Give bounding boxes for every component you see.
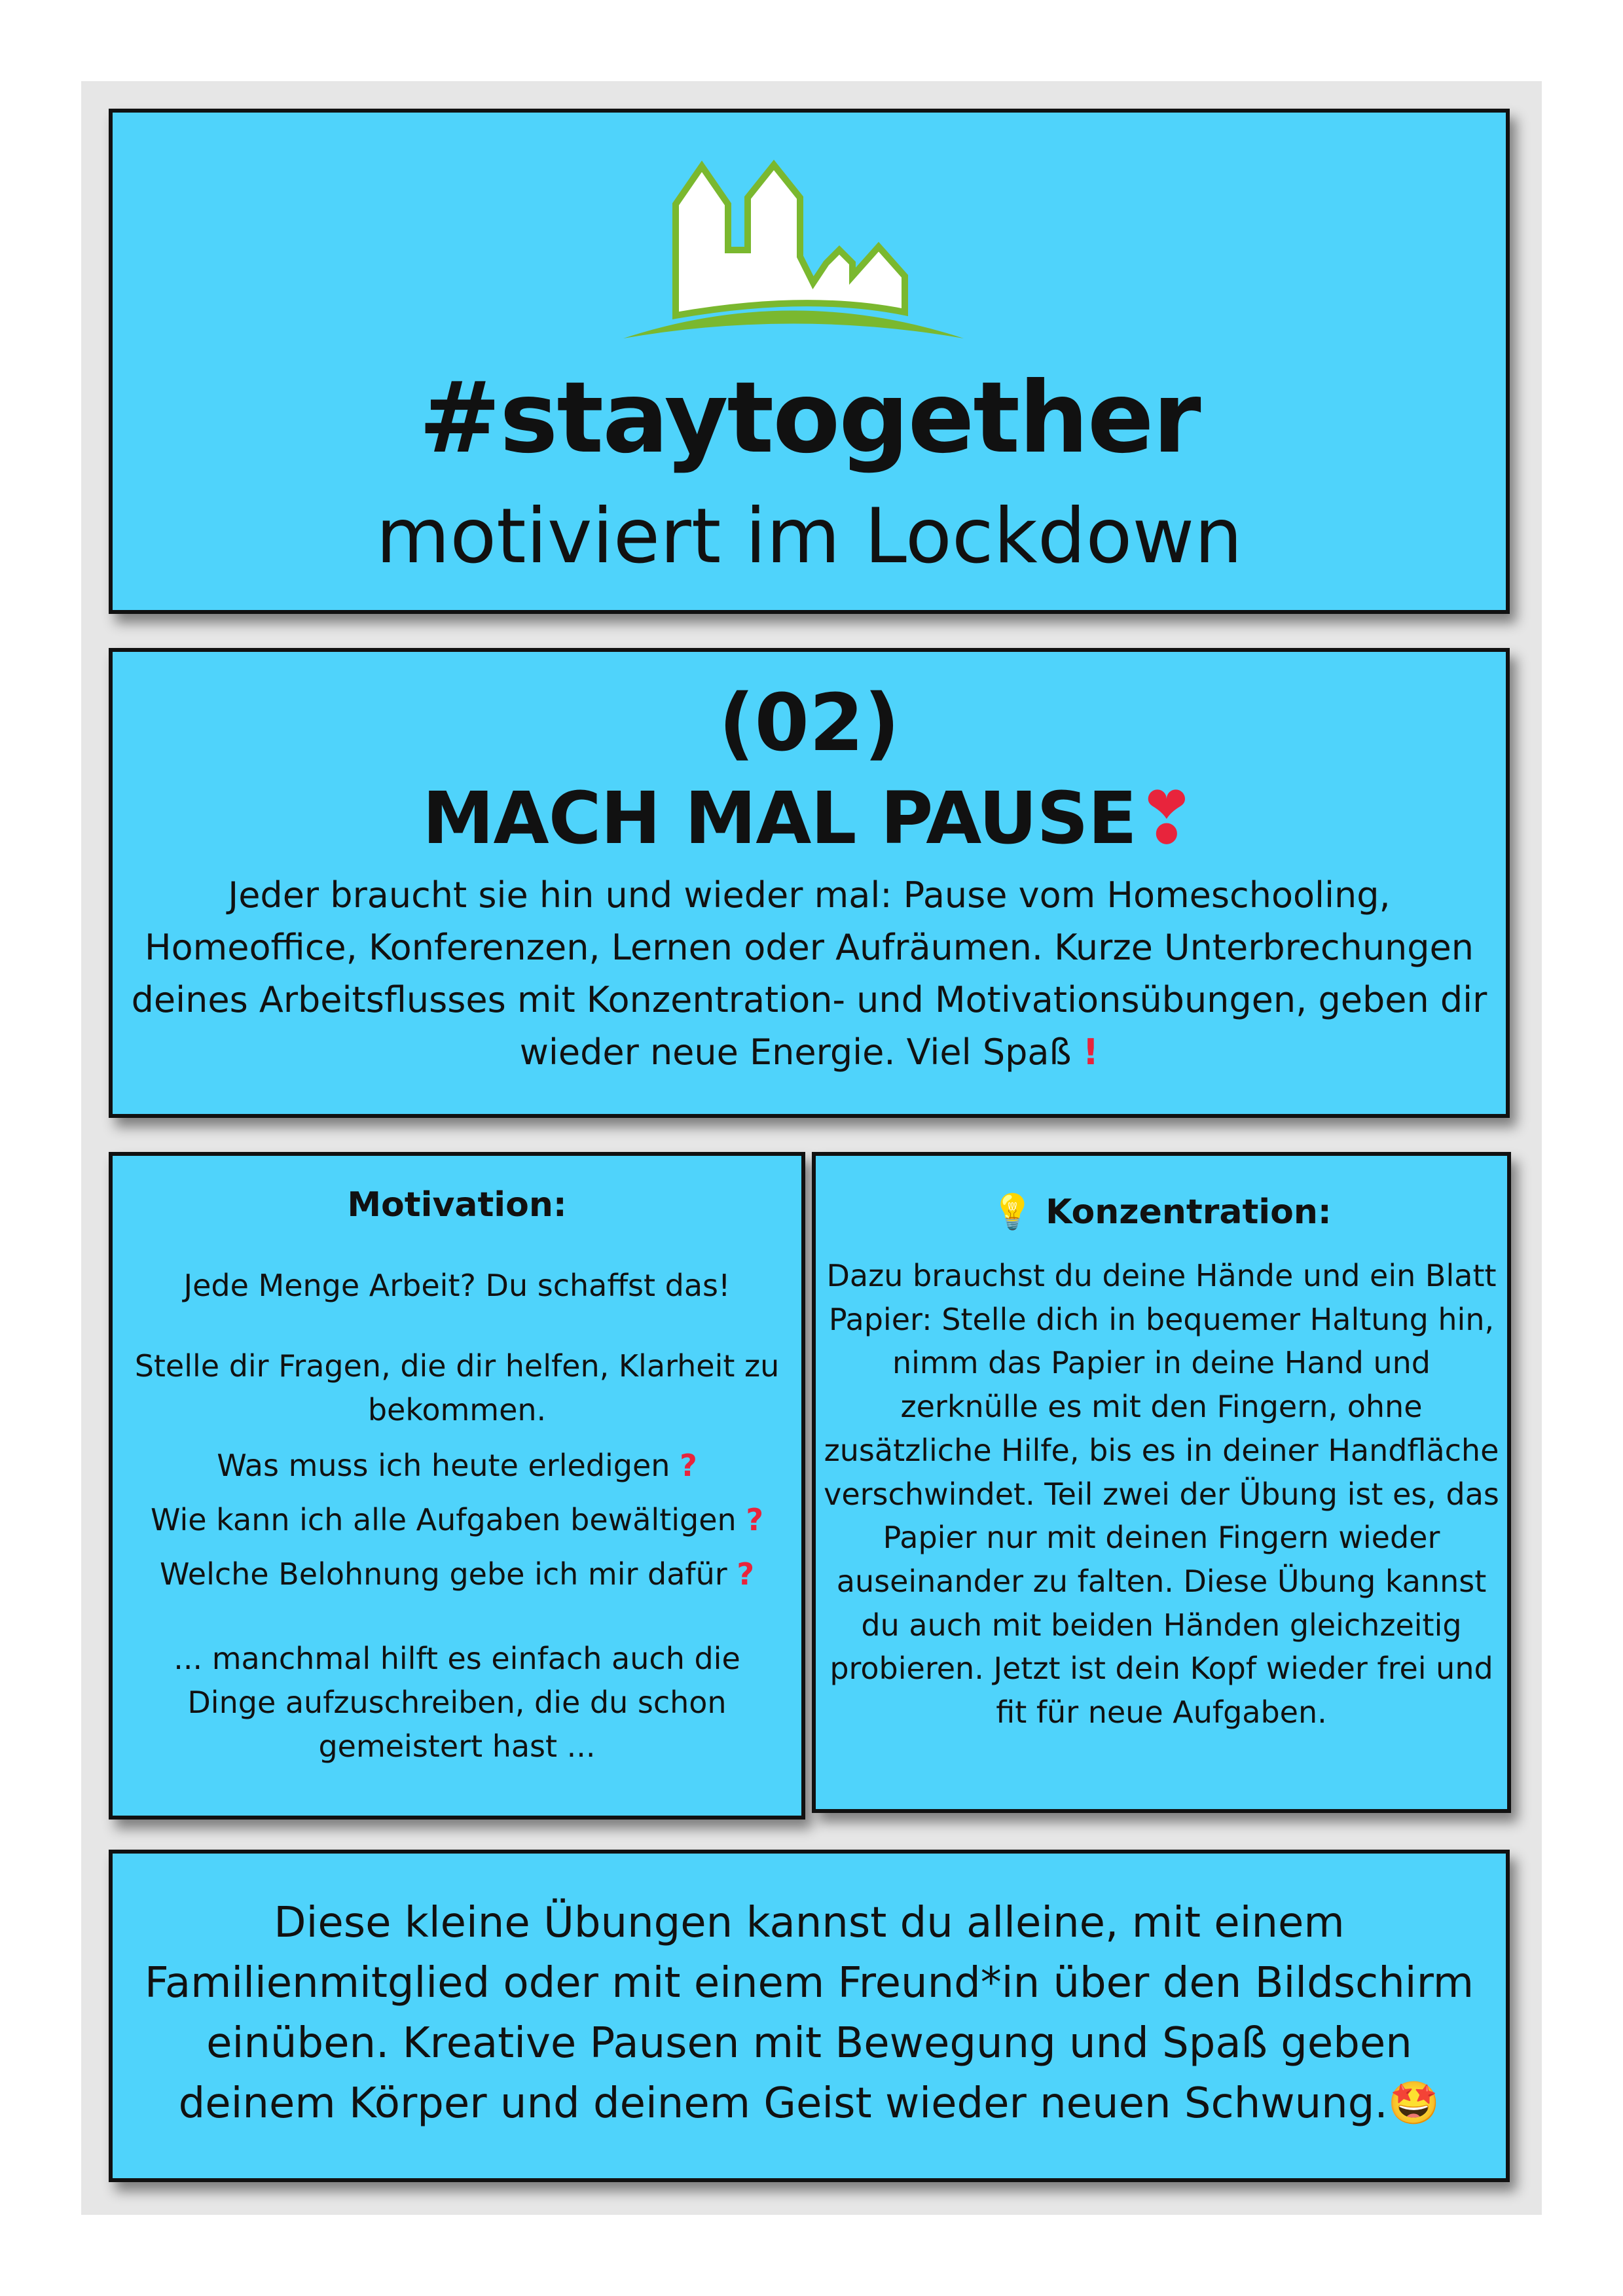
motivation-closing: ... manchmal hilft es einfach auch die Dinge aufzuschreiben, die du schon gemeistert hast ... (173, 1641, 740, 1764)
motivation-body (128, 1264, 786, 1779)
concentration-box (812, 1152, 1511, 1813)
episode-number: (02) (718, 678, 900, 769)
header-box (109, 109, 1510, 614)
star-struck-emoji-icon: 🤩 (1387, 2079, 1440, 2128)
intro-paragraph-text: Jeder braucht sie hin und wieder mal: Pause vom Homeschooling, Homeoffice, Konferenzen, Lernen oder Aufräumen. Kurze Unterbrechungen deines Arbeitsflusses mit Konzentration- und Motivationsübungen, geben dir wieder neue Energie. Viel Spaß (131, 874, 1487, 1073)
question-item (128, 1552, 786, 1596)
question-text: Wie kann ich alle Aufgaben bewältigen (151, 1502, 737, 1537)
concentration-title-text: Konzentration: (1046, 1193, 1332, 1232)
motivation-intro: Jede Menge Arbeit? Du schaffst das! (183, 1268, 731, 1303)
footer-box (109, 1850, 1510, 2182)
footer-paragraph-text: Diese kleine Übungen kannst du alleine, mit einem Familienmitglied oder mit einem Freund*in über den Bildschirm einüben. Kreative Pausen mit Bewegung und Spaß geben deinem Körper und deinem Geist wieder neuen Schwung. (144, 1899, 1474, 2128)
red-question-icon: ? (680, 1448, 697, 1483)
page-title: #staytogether (418, 361, 1200, 475)
section-heading-text: MACH MAL PAUSE (422, 776, 1137, 860)
concentration-title (816, 1192, 1507, 1232)
question-text: Welche Belohnung gebe ich mir dafür (159, 1556, 727, 1592)
motivation-box (109, 1152, 805, 1820)
castle-logo-icon (610, 152, 977, 342)
question-text: Was muss ich heute erledigen (217, 1448, 670, 1483)
concentration-body: Dazu brauchst du deine Hände und ein Blatt Papier: Stelle dich in bequemer Haltung hin, nimm das Papier in deine Hand und zerknülle es mit den Fingern, ohne zusätzliche Hilfe, bis es in deiner Handfläche verschwindet. Teil zwei der Übung ist es, das Papier nur mit deinen Fingern wieder auseinander zu falten. Diese Übung kannst du auch mit beiden Händen gleichzeitig probieren. Jetzt ist dein Kopf wieder frei und fit für neue Aufgaben. (824, 1258, 1499, 1731)
heart-exclamation-icon: ❣ (1136, 776, 1196, 860)
question-item (128, 1498, 786, 1542)
page-subtitle: motiviert im Lockdown (376, 492, 1243, 581)
intro-paragraph (127, 869, 1491, 1079)
intro-box (109, 648, 1510, 1118)
motivation-title: Motivation: (347, 1185, 567, 1225)
light-bulb-icon: 💡 (991, 1193, 1034, 1232)
footer-paragraph (132, 1893, 1486, 2134)
red-question-icon: ? (737, 1556, 754, 1592)
motivation-prompt: Stelle dir Fragen, die dir helfen, Klarheit zu bekommen. (134, 1348, 780, 1427)
red-exclamation-icon: ! (1082, 1031, 1099, 1073)
section-heading (113, 776, 1506, 860)
red-question-icon: ? (746, 1502, 763, 1537)
question-item (128, 1444, 786, 1488)
